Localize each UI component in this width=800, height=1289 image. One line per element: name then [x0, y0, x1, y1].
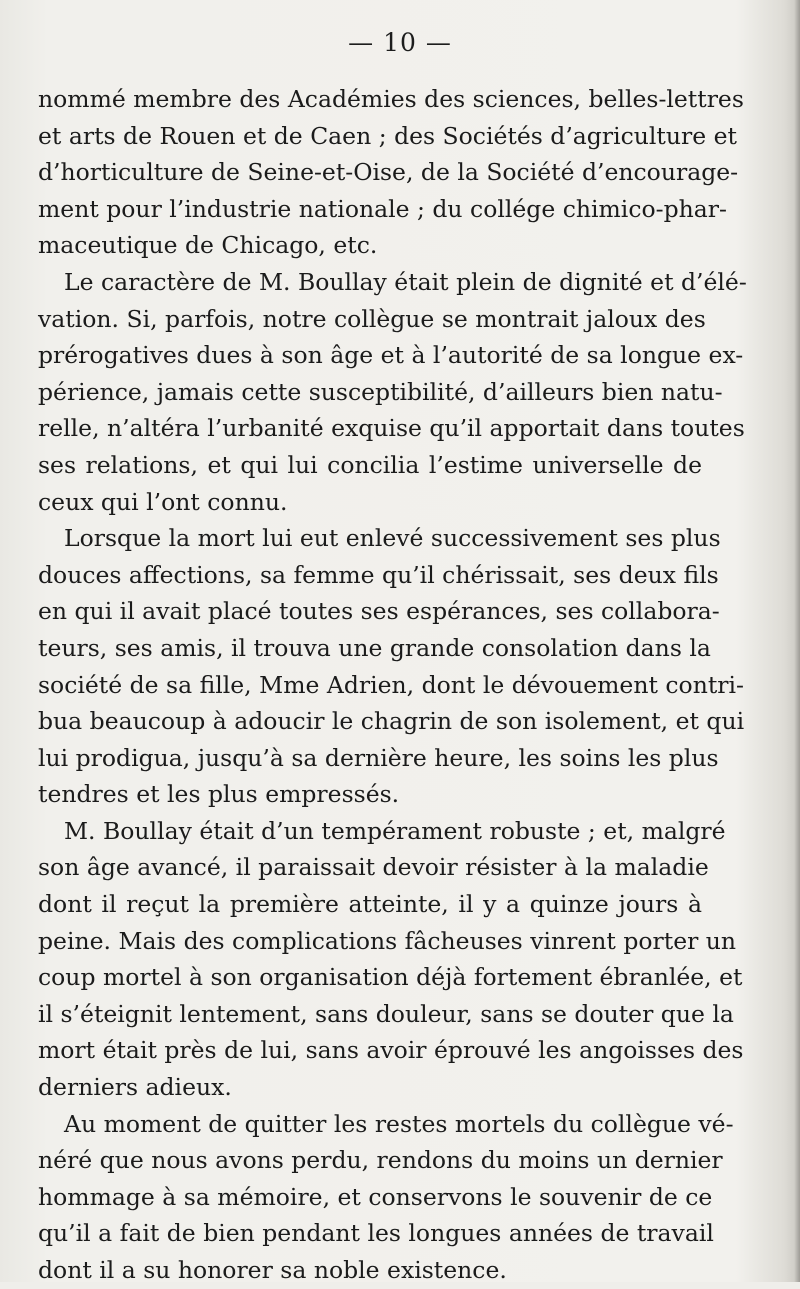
text-line: nommé membre des Académies des sciences, belles-lettres [38, 85, 744, 113]
text-line: Au moment de quitter les restes mortels du collègue vé- [64, 1109, 734, 1138]
text-line: son âge avancé, il paraissait devoir résister à la maladie [38, 853, 709, 882]
page-edge-shadow [794, 0, 800, 1282]
text-line: périence, jamais cette susceptibilité, d’ailleurs bien natu- [38, 377, 723, 406]
text-line: ses relations, et qui lui concilia l’estime universelle de [38, 450, 702, 479]
text-line: société de sa fille, Mme Adrien, dont le dévouement contri- [38, 670, 744, 699]
text-line: teurs, ses amis, il trouva une grande consolation dans la [38, 633, 711, 662]
text-line: Le caractère de M. Boullay était plein de dignité et d’élé- [64, 267, 747, 296]
text-line: Lorsque la mort lui eut enlevé successivement ses plus [64, 524, 721, 553]
text-line: prérogatives dues à son âge et à l’autorité de sa longue ex- [38, 341, 744, 370]
text-line: néré que nous avons perdu, rendons du moins un dernier [38, 1146, 723, 1175]
text-line: d’horticulture de Seine-et-Oise, de la Société d’encourage- [38, 158, 739, 187]
text-line: qu’il a fait de bien pendant les longues années de travail [38, 1219, 714, 1248]
text-line: maceutique de Chicago, etc. [38, 231, 378, 260]
text-line: ment pour l’industrie nationale ; du collége chimico-phar- [38, 194, 727, 223]
text-line: relle, n’altéra l’urbanité exquise qu’il apportait dans toutes [38, 414, 745, 443]
page-number: — 10 — [348, 28, 452, 57]
text-line: il s’éteignit lentement, sans douleur, sans se douter que la [38, 999, 734, 1028]
text-line: lui prodigua, jusqu’à sa dernière heure, les soins les plus [38, 743, 719, 772]
text-line: tendres et les plus empressés. [38, 780, 400, 809]
text-line: et arts de Rouen et de Caen ; des Sociétés d’agriculture et [38, 121, 737, 150]
text-line: hommage à sa mémoire, et conservons le souvenir de ce [38, 1182, 713, 1211]
text-line: bua beaucoup à adoucir le chagrin de son isolement, et qui [38, 707, 745, 736]
text-line: dont il a su honorer sa noble existence. [38, 1256, 507, 1284]
text-line: vation. Si, parfois, notre collègue se montrait jaloux des [38, 304, 706, 333]
text-line: dont il reçut la première atteinte, il y a quinze jours à [38, 890, 702, 919]
text-line: M. Boullay était d’un tempérament robuste ; et, malgré [64, 816, 726, 845]
text-line: derniers adieux. [38, 1073, 232, 1102]
text-line: peine. Mais des complications fâcheuses vinrent porter un [38, 926, 737, 955]
text-line: ceux qui l’ont connu. [38, 487, 288, 516]
body-text [38, 81, 747, 1289]
text-line: mort était près de lui, sans avoir éprouvé les angoisses des [38, 1036, 744, 1065]
text-line: douces affections, sa femme qu’il chérissait, ses deux fils [38, 560, 719, 589]
text-line: coup mortel à son organisation déjà fortement ébranlée, et [38, 963, 743, 992]
text-line: en qui il avait placé toutes ses espérances, ses collabora- [38, 597, 720, 626]
